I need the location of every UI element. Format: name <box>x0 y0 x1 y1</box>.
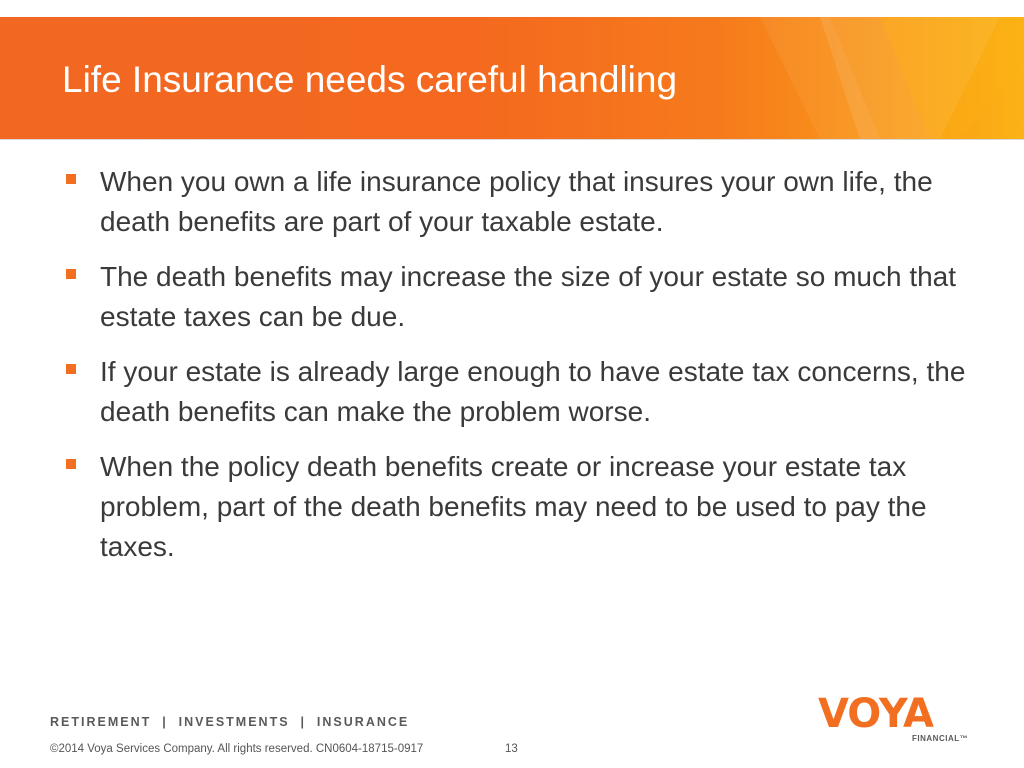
square-bullet-icon <box>66 269 76 279</box>
bullet-item <box>62 257 967 337</box>
voya-logo <box>818 691 978 746</box>
bullet-text: When the policy death benefits create or increase your estate tax problem, part of the death benefits may need to be used to pay the taxes. <box>100 451 927 562</box>
logo-subtitle: FINANCIAL™ <box>912 734 969 743</box>
logo-wordmark: VOYA <box>818 691 933 737</box>
bullet-list <box>62 162 967 582</box>
footer-tagline: RETIREMENT | INVESTMENTS | INSURANCE <box>50 715 410 729</box>
slide-title: Life Insurance needs careful handling <box>62 59 678 100</box>
footer-copyright: ©2014 Voya Services Company. All rights reserved. CN0604-18715-0917 <box>50 743 424 755</box>
square-bullet-icon <box>66 364 76 374</box>
bullet-text: If your estate is already large enough to have estate tax concerns, the death benefits can make the problem worse. <box>100 356 966 427</box>
page-number: 13 <box>505 743 518 755</box>
square-bullet-icon <box>66 174 76 184</box>
bullet-item <box>62 162 967 242</box>
bullet-item <box>62 447 967 567</box>
bullet-text: The death benefits may increase the size of your estate so much that estate taxes can be due. <box>100 261 957 332</box>
bullet-text: When you own a life insurance policy that insures your own life, the death benefits are part of your taxable estate. <box>100 166 933 237</box>
title-banner <box>0 17 1024 140</box>
square-bullet-icon <box>66 459 76 469</box>
bullet-item <box>62 352 967 432</box>
